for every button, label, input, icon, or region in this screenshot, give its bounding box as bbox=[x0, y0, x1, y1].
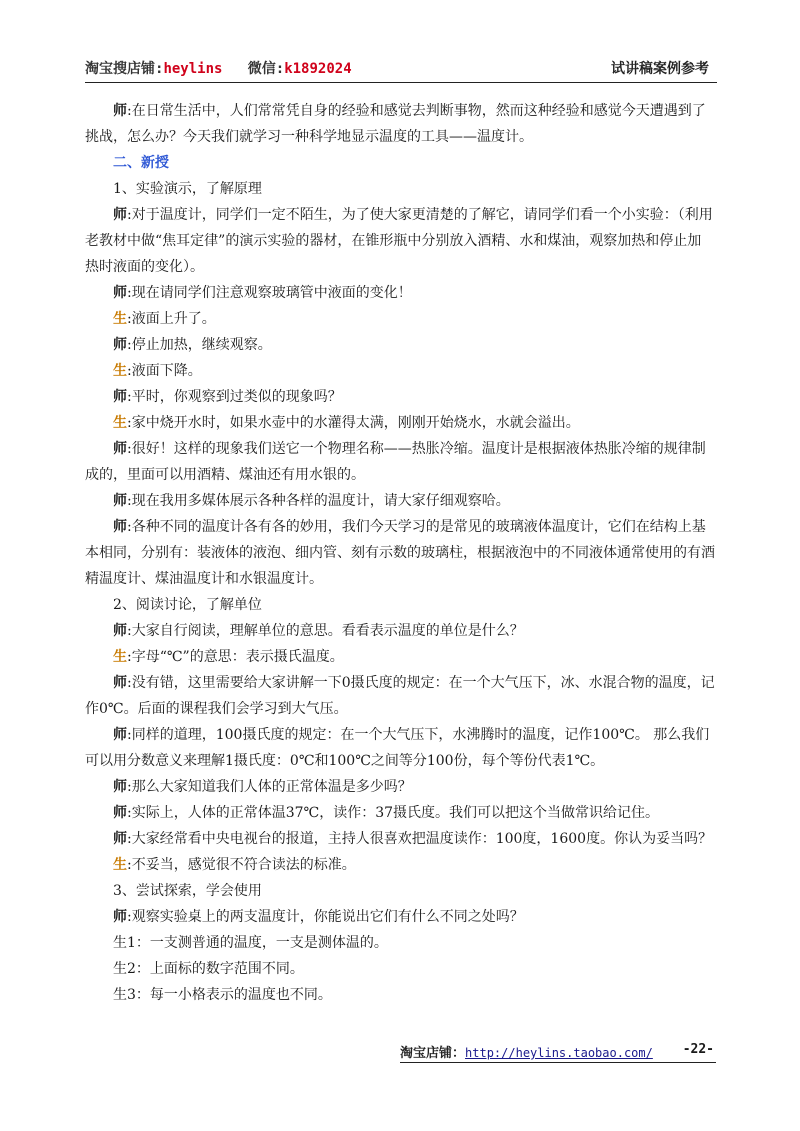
paragraph bbox=[85, 982, 715, 1008]
teacher-label: 师 bbox=[113, 207, 127, 223]
paragraph-text: :很好！这样的现象我们送它一个物理名称——热胀冷缩。温度计是根据液体热胀冷缩的规律制成的，里面可以用酒精、煤油还有用水银的。 bbox=[85, 441, 706, 483]
paragraph bbox=[85, 280, 715, 306]
paragraph bbox=[85, 852, 715, 878]
teacher-label: 师 bbox=[113, 337, 127, 353]
paragraph bbox=[85, 618, 715, 644]
wechat-id: k1892024 bbox=[284, 61, 352, 77]
paragraph bbox=[85, 878, 715, 904]
page-number: -22- bbox=[682, 1042, 714, 1057]
page-header bbox=[85, 58, 717, 83]
paragraph-text: :现在我用多媒体展示各种各样的温度计，请大家仔细观察哈。 bbox=[127, 493, 510, 509]
student-label: 生 bbox=[113, 857, 127, 873]
paragraph-text: :字母“℃”的意思：表示摄氏温度。 bbox=[127, 649, 344, 665]
paragraph bbox=[85, 774, 715, 800]
paragraph-text: :观察实验桌上的两支温度计，你能说出它们有什么不同之处吗？ bbox=[127, 909, 524, 925]
paragraph bbox=[85, 436, 715, 488]
paragraph bbox=[85, 670, 715, 722]
paragraph-text: :大家经常看中央电视台的报道，主持人很喜欢把温度读作：100度，1600度。你认为妥当吗？ bbox=[127, 831, 713, 847]
shop-label: 淘宝搜店铺: bbox=[85, 61, 164, 77]
teacher-label: 师 bbox=[113, 675, 127, 691]
teacher-label: 师 bbox=[113, 519, 127, 535]
paragraph-text: :现在请同学们注意观察玻璃管中液面的变化！ bbox=[127, 285, 412, 301]
teacher-label: 师 bbox=[113, 103, 127, 119]
paragraph-text: 2、阅读讨论，了解单位 bbox=[113, 597, 262, 613]
teacher-label: 师 bbox=[113, 909, 127, 925]
document-body bbox=[85, 98, 715, 1008]
paragraph bbox=[85, 930, 715, 956]
student-label: 生 bbox=[113, 311, 127, 327]
paragraph bbox=[85, 956, 715, 982]
teacher-label: 师 bbox=[113, 779, 127, 795]
paragraph-text: :液面下降。 bbox=[127, 363, 202, 379]
paragraph bbox=[85, 410, 715, 436]
paragraph bbox=[85, 176, 715, 202]
paragraph-text: 生3：每一小格表示的温度也不同。 bbox=[113, 987, 332, 1003]
teacher-label: 师 bbox=[113, 805, 127, 821]
paragraph bbox=[85, 592, 715, 618]
paragraph-text: :家中烧开水时，如果水壶中的水灌得太满，刚刚开始烧水，水就会溢出。 bbox=[127, 415, 580, 431]
paragraph-text: 生1：一支测普通的温度，一支是测体温的。 bbox=[113, 935, 388, 951]
paragraph-text: :那么大家知道我们人体的正常体温是多少吗？ bbox=[127, 779, 412, 795]
header-title: 试讲稿案例参考 bbox=[611, 61, 709, 77]
paragraph bbox=[85, 332, 715, 358]
teacher-label: 师 bbox=[113, 831, 127, 847]
paragraph bbox=[85, 98, 715, 150]
paragraph-text: 3、尝试探索，学会使用 bbox=[113, 883, 262, 899]
wechat-label: 微信: bbox=[247, 61, 285, 77]
section-heading bbox=[85, 150, 715, 176]
paragraph bbox=[85, 800, 715, 826]
teacher-label: 师 bbox=[113, 727, 127, 743]
student-label: 生 bbox=[113, 363, 127, 379]
paragraph bbox=[85, 722, 715, 774]
paragraph-text: :平时，你观察到过类似的现象吗？ bbox=[127, 389, 342, 405]
shop-name: heylins bbox=[163, 61, 223, 77]
footer-label: 淘宝店铺： bbox=[400, 1046, 466, 1061]
page-footer bbox=[400, 1042, 716, 1063]
teacher-label: 师 bbox=[113, 441, 127, 457]
footer-url[interactable]: http://heylins.taobao.com/ bbox=[465, 1046, 653, 1060]
paragraph bbox=[85, 488, 715, 514]
paragraph-text: :同样的道理，100摄氏度的规定：在一个大气压下，水沸腾时的温度，记作100℃。 那么我们可以用分数意义来理解1摄氏度：0℃和100℃之间等分100份，每个等份代表1℃。 bbox=[85, 727, 710, 769]
student-label: 生 bbox=[113, 649, 127, 665]
teacher-label: 师 bbox=[113, 285, 127, 301]
paragraph-text: :不妥当，感觉很不符合读法的标准。 bbox=[127, 857, 356, 873]
paragraph-text: :各种不同的温度计各有各的妙用，我们今天学习的是常见的玻璃液体温度计，它们在结构上基本相同，分别有：装液体的液泡、细内管、刻有示数的玻璃柱，根据液泡中的不同液体通常使用的有酒精温度计、煤油温度计和水银温度计。 bbox=[85, 519, 715, 587]
teacher-label: 师 bbox=[113, 389, 127, 405]
header-shop-info bbox=[85, 58, 352, 78]
paragraph-text: :没有错，这里需要给大家讲解一下0摄氏度的规定：在一个大气压下，冰、水混合物的温度，记作0℃。后面的课程我们会学习到大气压。 bbox=[85, 675, 715, 717]
paragraph-text: :大家自行阅读，理解单位的意思。看看表示温度的单位是什么？ bbox=[127, 623, 524, 639]
paragraph-text: 生2：上面标的数字范围不同。 bbox=[113, 961, 304, 977]
paragraph-text: 1、实验演示，了解原理 bbox=[113, 181, 262, 197]
teacher-label: 师 bbox=[113, 623, 127, 639]
paragraph bbox=[85, 358, 715, 384]
paragraph bbox=[85, 384, 715, 410]
paragraph-text: 二、新授 bbox=[113, 155, 169, 171]
paragraph-text: :实际上，人体的正常体温37℃，读作：37摄氏度。我们可以把这个当做常识给记住。 bbox=[127, 805, 660, 821]
student-label: 生 bbox=[113, 415, 127, 431]
paragraph-text: :液面上升了。 bbox=[127, 311, 216, 327]
paragraph-text: :停止加热，继续观察。 bbox=[127, 337, 272, 353]
paragraph bbox=[85, 904, 715, 930]
paragraph-text: :在日常生活中，人们常常凭自身的经验和感觉去判断事物，然而这种经验和感觉今天遭遇到了挑战，怎么办？今天我们就学习一种科学地显示温度的工具——温度计。 bbox=[85, 103, 706, 145]
paragraph bbox=[85, 306, 715, 332]
teacher-label: 师 bbox=[113, 493, 127, 509]
paragraph bbox=[85, 202, 715, 280]
paragraph-text: :对于温度计，同学们一定不陌生，为了使大家更清楚的了解它，请同学们看一个小实验：（利用老教材中做“焦耳定律”的演示实验的器材，在锥形瓶中分别放入酒精、水和煤油，观察加热和停止加热时液面的变化）。 bbox=[85, 207, 713, 275]
paragraph bbox=[85, 826, 715, 852]
paragraph bbox=[85, 514, 715, 592]
paragraph bbox=[85, 644, 715, 670]
